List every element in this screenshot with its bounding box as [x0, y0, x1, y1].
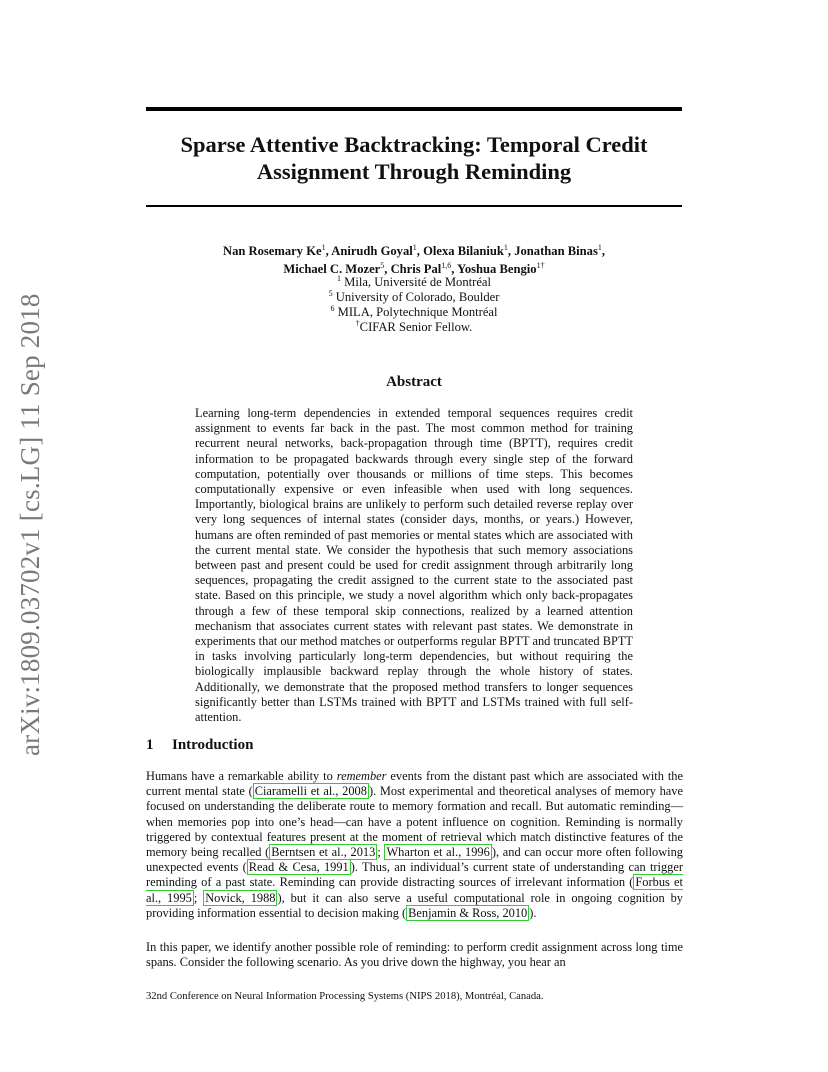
- text-run: ;: [193, 890, 204, 905]
- author-list: [146, 242, 682, 278]
- text-run: ).: [529, 905, 537, 920]
- title-line-1: Sparse Attentive Backtracking: Temporal Credit: [180, 132, 648, 157]
- affiliation-mark: 5: [328, 288, 333, 298]
- citation-link[interactable]: Ciaramelli et al., 2008: [254, 784, 367, 799]
- citation-link[interactable]: Novick, 1988: [205, 890, 276, 905]
- affiliation-mark: †: [355, 318, 360, 328]
- author-name: Olexa Bilaniuk: [423, 244, 504, 258]
- affiliation-text: University of Colorado, Boulder: [335, 290, 500, 304]
- author-name: Jonathan Binas: [514, 244, 598, 258]
- abstract-heading: Abstract: [386, 374, 442, 390]
- section-title: Introduction: [172, 737, 254, 753]
- affiliation: [146, 305, 682, 320]
- intro-paragraph-1: [146, 769, 683, 921]
- citation-link[interactable]: Wharton et al., 1996: [386, 845, 490, 860]
- conference-footnote: 32nd Conference on Neural Information Processing Systems (NIPS 2018), Montréal, Canada.: [146, 991, 544, 1002]
- section-heading: [146, 737, 253, 754]
- text-run: events from the distant past which are associated with the current mental state (: [146, 769, 684, 799]
- affiliation: [146, 275, 682, 290]
- citation-link[interactable]: Benjamin & Ross, 2010: [408, 905, 528, 920]
- affiliation: [146, 320, 682, 335]
- affiliation-text: Mila, Université de Montréal: [344, 275, 492, 289]
- author-name: Anirudh Goyal: [331, 244, 413, 258]
- text-run: ;: [377, 845, 385, 860]
- author-affil-mark: 1: [597, 242, 602, 252]
- text-run: ), and can occur more often following unexpected events (: [146, 845, 683, 875]
- title-rule-top: [146, 107, 682, 111]
- author-affil-mark: 1: [503, 242, 508, 252]
- author-name: Nan Rosemary Ke: [222, 244, 322, 258]
- affiliation-mark: 6: [330, 303, 335, 313]
- text-run: ), but it can also serve a useful computational role in ongoing cognition by providing information essential to decision making (: [146, 890, 683, 920]
- text-run: ). Thus, an individual’s current state of understanding can trigger reminding of a past state. Reminding can provide distracting sources of irrelevant information (: [146, 860, 684, 890]
- author-name: Chris Pal: [390, 262, 442, 276]
- citation-link[interactable]: Berntsen et al., 2013: [271, 845, 376, 860]
- affiliation-list: [146, 275, 682, 335]
- affiliation-mark: 1: [336, 273, 341, 283]
- citation-link[interactable]: Forbus et al., 1995: [146, 875, 683, 905]
- section-number: 1: [146, 737, 154, 753]
- author-affil-mark: 1†: [536, 260, 545, 270]
- author-name: Michael C. Mozer: [283, 262, 381, 276]
- emphasis: remember: [336, 769, 387, 783]
- affiliation: [146, 290, 682, 305]
- intro-paragraph-2: In this paper, we identify another possible role of reminding: to perform credit assignment across long time spans. Consider the following scenario. As you drive down the highway, you hear an: [146, 940, 683, 970]
- affiliation-text: MILA, Polytechnique Montréal: [337, 305, 498, 319]
- author-line-1: Nan Rosemary Ke$^1$, Anirudh Goyal$^1$, Olexa Bilaniuk$^1$, Jonathan Binas$^1$,: [222, 242, 606, 258]
- abstract-body: Learning long-term dependencies in extended temporal sequences requires credit assignment to events far back in the past. The most common method for training recurrent neural networks, back-propagation through time (BPTT), requires credit information to be propagated backwards through every single step of the forward computation, potentially over thousands or millions of time steps. This becomes computationally expensive or even infeasible when used with long sequences. Importantly, biological brains are unlikely to perform such detailed reverse replay over very long sequences of internal states (consider days, months, or years.) However, humans are often reminded of past memories or mental states which are associated with the current mental state. We consider the hypothesis that such memory associations between past and present could be used for credit assignment through arbitrarily long sequences, propagating the credit assigned to the current state to the associated past state. Based on this principle, we study a novel algorithm which only back-propagates through a few of these temporal skip connections, realized by a learned attention mechanism that associates current states with relevant past states. We demonstrate in experiments that our method matches or outperforms regular BPTT and truncated BPTT in tasks involving particularly long-term dependencies, but without requiring the biologically implausible backward replay through the whole history of states. Additionally, we demonstrate that the proposed method transfers to longer sequences significantly better than LSTMs trained with BPTT and LSTMs trained with full self-attention.: [195, 406, 633, 725]
- author-affil-mark: 1,6: [441, 260, 452, 270]
- affiliation-text: CIFAR Senior Fellow.: [359, 320, 473, 334]
- author-affil-mark: 1: [412, 242, 417, 252]
- author-line-2: Michael C. Mozer$^5$, Chris Pal$^{1,6}$, Yoshua Bengio$^{1\dagger}$: [283, 260, 545, 276]
- title-rule-bottom: [146, 205, 682, 207]
- text-run: Humans have a remarkable ability to: [146, 769, 337, 783]
- arxiv-stamp: arXiv:1809.03702v1 [cs.LG] 11 Sep 2018: [15, 293, 45, 756]
- author-name: Yoshua Bengio: [457, 262, 537, 276]
- author-affil-mark: 5: [380, 260, 385, 270]
- citation-link[interactable]: Read & Cesa, 1991: [248, 860, 349, 875]
- title-line-2: Assignment Through Reminding: [256, 159, 572, 184]
- paper-title: [146, 131, 682, 185]
- text-run: ). Most experimental and theoretical analyses of memory have focused on understanding the deliberate route to memory formation and recall. But automatic reminding—when memories pop into one’s head—can have a potent influence on cognition. Reminding is normally triggered by contextual features present at the moment of retrieval which match distinctive features of the memory being recalled (: [146, 784, 684, 860]
- author-affil-mark: 1: [321, 242, 326, 252]
